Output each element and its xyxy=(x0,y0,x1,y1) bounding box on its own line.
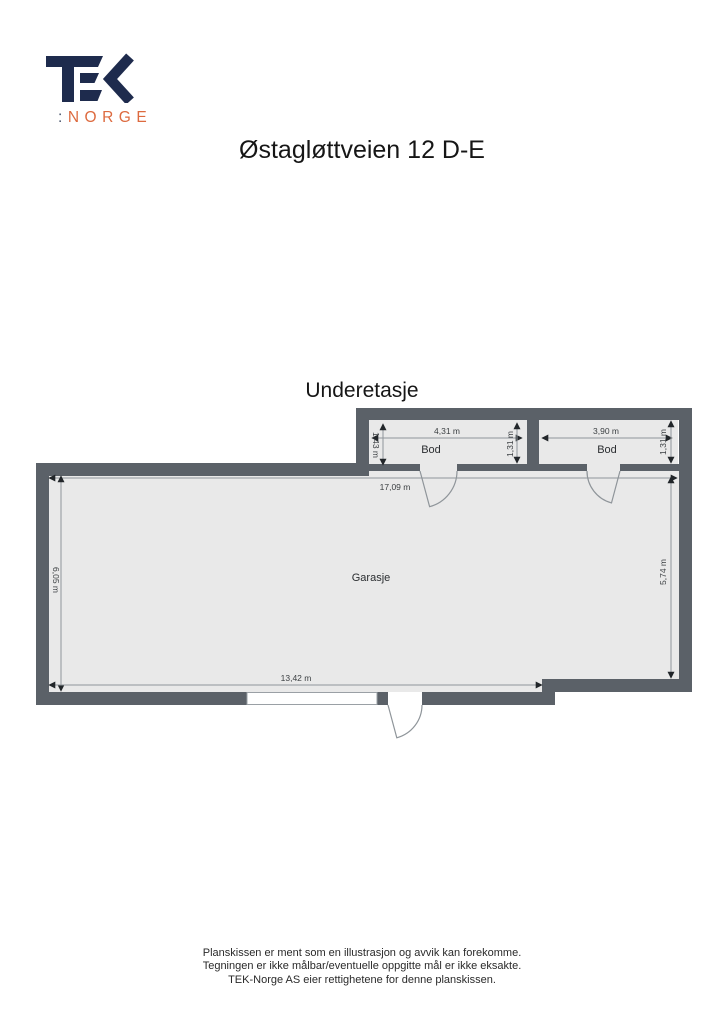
dim-garage-width: 17,09 m xyxy=(379,482,411,492)
floor-plan xyxy=(0,400,724,745)
dim-bod-left-depth-right: 1,31 m xyxy=(505,431,515,457)
disclaimer-line-1: Planskissen er ment som en illustrasjon og avvik kan forekomme. xyxy=(202,947,522,959)
door-swing-bottom xyxy=(388,705,422,738)
room-label-bod-left: Bod xyxy=(421,444,441,456)
dim-bod-left-depth-left: 1,43 m xyxy=(371,432,381,458)
tek-norge-logo xyxy=(46,53,206,126)
room-label-garage: Garasje xyxy=(351,572,391,584)
disclaimer-line-3: TEK-Norge AS eier rettighetene for denne planskissen. xyxy=(228,973,496,986)
logo-colon: : xyxy=(58,109,68,126)
disclaimer-line-2: Tegningen er ikke målbar/eventuelle oppgitte mål er ikke eksakte. xyxy=(202,960,522,973)
disclaimer xyxy=(0,947,724,987)
logo-wordmark xyxy=(58,109,206,127)
dim-garage-depth-right: 5,74 m xyxy=(658,559,668,585)
logo-norge-text: NORGE xyxy=(67,109,153,126)
dim-bod-right-depth: 1,31 m xyxy=(658,429,668,455)
tek-logo-icon xyxy=(46,53,146,103)
dim-bod-left-width: 4,31 m xyxy=(434,426,460,436)
dim-bod-right-width: 3,90 m xyxy=(593,426,619,436)
dim-garage-depth-left: 6,05 m xyxy=(51,567,61,593)
page-title: Østagløttveien 12 D-E xyxy=(239,136,485,164)
dim-garage-bottom: 13,42 m xyxy=(280,673,312,683)
floor-heading: Underetasje xyxy=(305,379,419,402)
garage-door-opening xyxy=(247,693,377,705)
room-label-bod-right: Bod xyxy=(597,444,617,456)
